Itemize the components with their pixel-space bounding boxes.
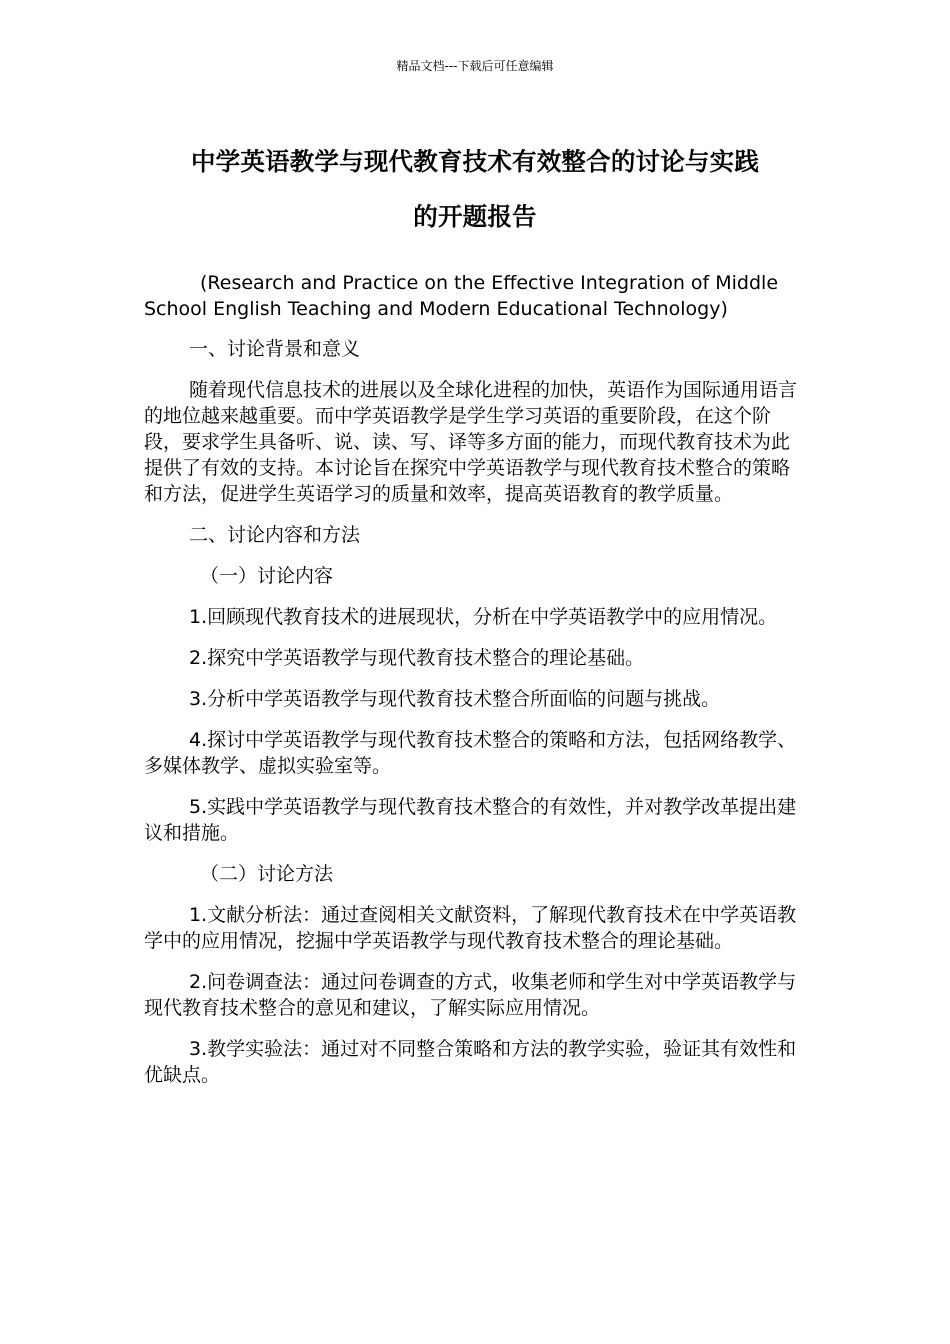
page-title — [130, 134, 820, 244]
method-item-2: 2.问卷调查法：通过问卷调查的方式，收集老师和学生对中学英语教学与现代教育技术整合的意见和建议，了解实际应用情况。 — [144, 971, 797, 1019]
content-item-2: 2.探究中学英语教学与现代教育技术整合的理论基础。 — [189, 647, 645, 669]
document-body — [144, 270, 800, 1103]
section-1-paragraph: 随着现代信息技术的进展以及全球化进程的加快，英语作为国际通用语言的地位越来越重要。而中学英语教学是学生学习英语的重要阶段，在这个阶段，要求学生具备听、说、读、写、译等多方面的能力，而现代教育技术为此提供了有效的支持。本讨论旨在探究中学英语教学与现代教育技术整合的策略和方法，促进学生英语学习的质量和效率，提高英语教育的教学质量。 — [144, 379, 798, 505]
section-1-heading: 一、讨论背景和意义 — [189, 338, 361, 360]
content-subheading: （一）讨论内容 — [200, 565, 334, 587]
content-item-1: 1.回顾现代教育技术的进展现状，分析在中学英语教学中的应用情况。 — [189, 606, 778, 628]
method-item-3: 3.教学实验法：通过对不同整合策略和方法的教学实验，验证其有效性和优缺点。 — [144, 1038, 797, 1086]
header-note: 精品文档---下载后可任意编辑 — [396, 59, 554, 73]
content-item-5: 5.实践中学英语教学与现代教育技术整合的有效性，并对教学改革提出建议和措施。 — [144, 796, 797, 844]
english-title: (Research and Practice on the Effective Integration of Middle School English Teaching and Modern Educational Technology) — [144, 272, 779, 320]
title-line-2: 的开题报告 — [413, 202, 537, 231]
content-item-3: 3.分析中学英语教学与现代教育技术整合所面临的问题与挑战。 — [189, 688, 721, 710]
method-item-1: 1.文献分析法：通过查阅相关文献资料，了解现代教育技术在中学英语教学中的应用情况，挖掘中学英语教学与现代教育技术整合的理论基础。 — [144, 904, 797, 952]
section-2-heading: 二、讨论内容和方法 — [189, 524, 361, 546]
title-line-1: 中学英语教学与现代教育技术有效整合的讨论与实践 — [190, 147, 760, 176]
content-item-4: 4.探讨中学英语教学与现代教育技术整合的策略和方法，包括网络教学、多媒体教学、虚拟实验室等。 — [144, 729, 797, 777]
methods-subheading: （二）讨论方法 — [200, 863, 334, 885]
